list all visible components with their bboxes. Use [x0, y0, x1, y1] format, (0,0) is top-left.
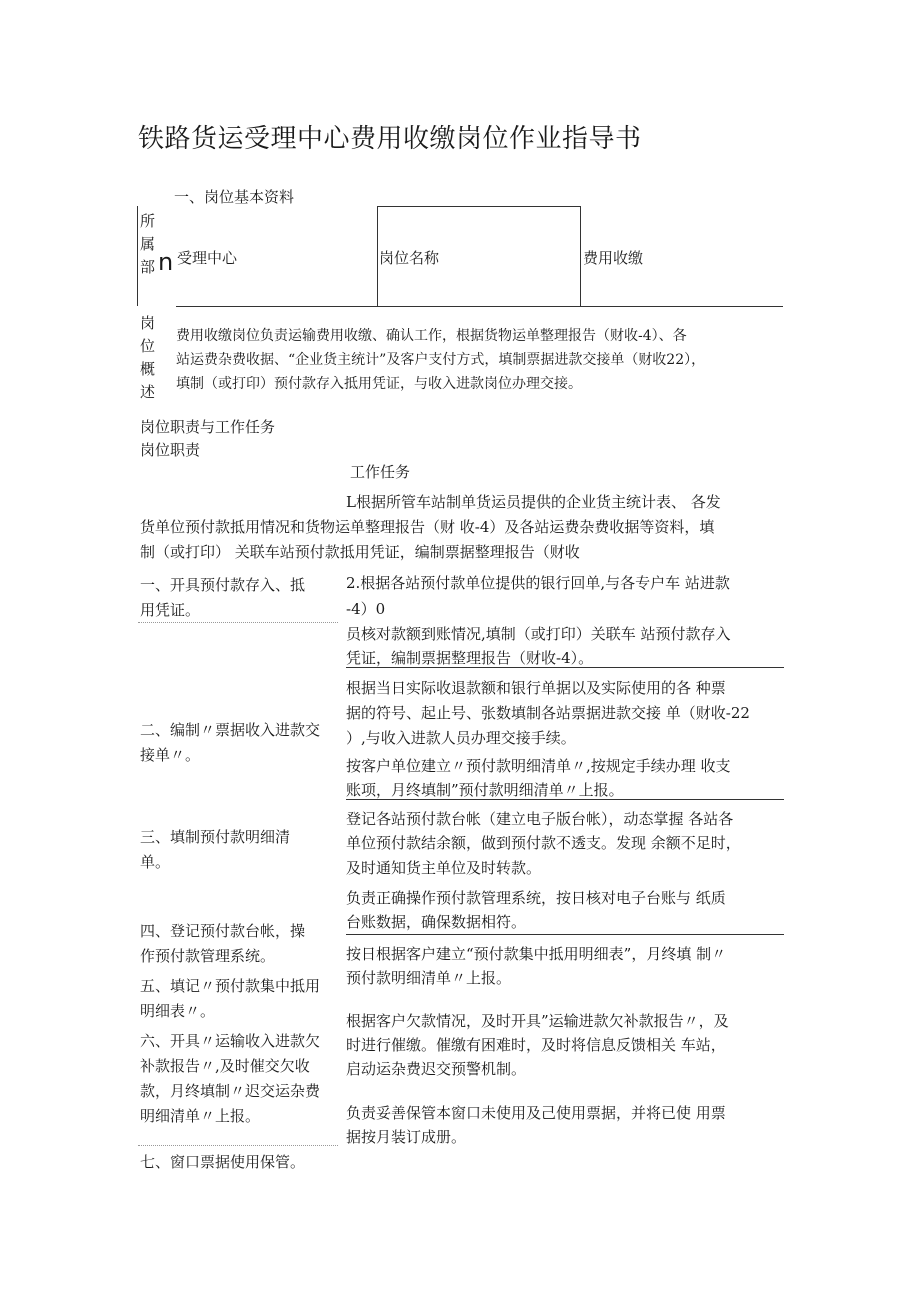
task-line: 员核对款额到账情况,填制（或打印）关联车 站预付款存入 — [346, 625, 731, 643]
overview-label-4: 述 — [140, 383, 156, 401]
dept-value: 受理中心 — [177, 249, 238, 267]
duty-line: 补款报告〃,及时催交欠收 — [140, 1057, 310, 1075]
task-line: 据的符号、起止号、张数填制各站票据进款交接 单（财收-22 — [346, 704, 750, 722]
task-line: 根据当日实际收退款额和银行单据以及实际使用的各 种票 — [346, 679, 726, 697]
task-line: 据按月装订成册。 — [346, 1128, 467, 1146]
post-name-label: 岗位名称 — [379, 249, 440, 267]
duty-line: 三、填制预付款明细清 — [140, 828, 291, 846]
duty-separator — [138, 1145, 338, 1146]
tasks-column-header: 工作任务 — [350, 463, 411, 481]
task-line: 按日根据客户建立“预付款集中抵用明细表”，月终填 制〃 — [346, 945, 727, 963]
duty-line: 用凭证。 — [140, 601, 201, 619]
duty-line: 单。 — [140, 853, 171, 871]
table-divider — [580, 206, 581, 307]
duty-line: 明细表〃。 — [140, 1002, 216, 1020]
intro-line: 货单位预付款抵用情况和货物运单整理报告（财 收-4）及各站运费杂费收据等资料，填 — [140, 518, 715, 536]
duty-line: 六、开具〃运输收入进款欠 — [140, 1032, 321, 1050]
table-divider — [377, 206, 378, 307]
duties-column-header: 岗位职责 — [140, 441, 201, 459]
table-left-border — [137, 206, 138, 306]
task-line: 预付款明细清单〃上报。 — [346, 969, 512, 987]
page-title: 铁路货运受理中心费用收缴岗位作业指导书 — [138, 124, 642, 154]
duty-line: 二、编制〃票据收入进款交 — [140, 721, 321, 739]
task-separator — [346, 667, 784, 668]
task-line: 凭证，编制票据整理报告（财收-4）。 — [346, 649, 594, 667]
duty-separator — [138, 622, 338, 623]
overview-line: 费用收缴岗位负责运输费用收缴、确认工作，根据货物运单整理报告（财收-4）、各 — [176, 328, 687, 344]
task-line: 启动运杂费迟交预警机制。 — [346, 1060, 527, 1078]
dept-label-1: 所 — [140, 212, 156, 230]
task-line: ）,与收入进款人员办理交接手续。 — [346, 729, 576, 747]
task-line: 时进行催缴。催缴有困难时，及时将信息反馈相关 车站， — [346, 1036, 726, 1054]
task-line: 单位预付款结余额，做到预付款不透支。发现 余额不足时， — [346, 834, 741, 852]
post-name-value: 费用收缴 — [583, 249, 644, 267]
duty-line: 明细清单〃上报。 — [140, 1107, 261, 1125]
overview-line: 填制（或打印）预付款存入抵用凭证，与收入进款岗位办理交接。 — [176, 376, 582, 392]
overview-label-1: 岗 — [140, 314, 156, 332]
section-heading-basic-info: 一、岗位基本资料 — [174, 188, 295, 206]
task-separator — [346, 799, 784, 800]
duty-line: 接单〃。 — [140, 746, 201, 764]
dept-label-mark: n — [158, 248, 174, 276]
task-line: 负责妥善保管本窗口未使用及己使用票据，并将已使 用票 — [346, 1104, 726, 1122]
section-heading-duties: 岗位职责与工作任务 — [140, 418, 276, 436]
overview-label-3: 概 — [140, 360, 156, 378]
table-bottom-border — [176, 306, 783, 307]
task-line: 及时通知货主单位及时转款。 — [346, 859, 542, 877]
table-top-border — [377, 206, 581, 207]
task-line: 根据客户欠款情况，及时开具”运输进款欠补款报告〃，及 — [346, 1012, 729, 1030]
task-line: 按客户单位建立〃预付款明细清单〃,按规定手续办理 收支 — [346, 757, 731, 775]
duty-line: 七、窗口票据使用保管。 — [140, 1153, 306, 1171]
duty-line: 四、登记预付款台帐，操 — [140, 922, 306, 940]
duty-line: 款，月终填制〃迟交运杂费 — [140, 1082, 321, 1100]
overview-line: 站运费杂费收据、“企业货主统计”及客户支付方式，填制票据进款交接单（财收22）， — [176, 352, 706, 368]
task-line: 负责正确操作预付款管理系统，按日核对电子台账与 纸质 — [346, 889, 726, 907]
task-line: 登记各站预付款台帐（建立电子版台帐），动态掌握 各站各 — [346, 810, 734, 828]
intro-line: 制（或打印） 关联车站预付款抵用凭证，编制票据整理报告（财收 — [140, 543, 580, 561]
task-line: -4）0 — [346, 600, 386, 618]
duty-line: 五、填记〃预付款集中抵用 — [140, 977, 321, 995]
task-line: 2.根据各站预付款单位提供的银行回单,与各专户车 站进款 — [346, 574, 730, 592]
duty-line: 作预付款管理系统。 — [140, 947, 276, 965]
duty-line: 一、开具预付款存入、抵 — [140, 576, 306, 594]
task-line: 台账数据，确保数据相符。 — [346, 913, 527, 931]
task-line: 账项，月终填制”预付款明细清单〃上报。 — [346, 781, 624, 799]
dept-label-3: 部 — [140, 258, 156, 276]
task-separator — [346, 934, 784, 935]
overview-label-2: 位 — [140, 337, 156, 355]
dept-label-2: 属 — [140, 235, 156, 253]
intro-line: L根据所管车站制单货运员提供的企业货主统计表、 各发 — [346, 493, 721, 511]
